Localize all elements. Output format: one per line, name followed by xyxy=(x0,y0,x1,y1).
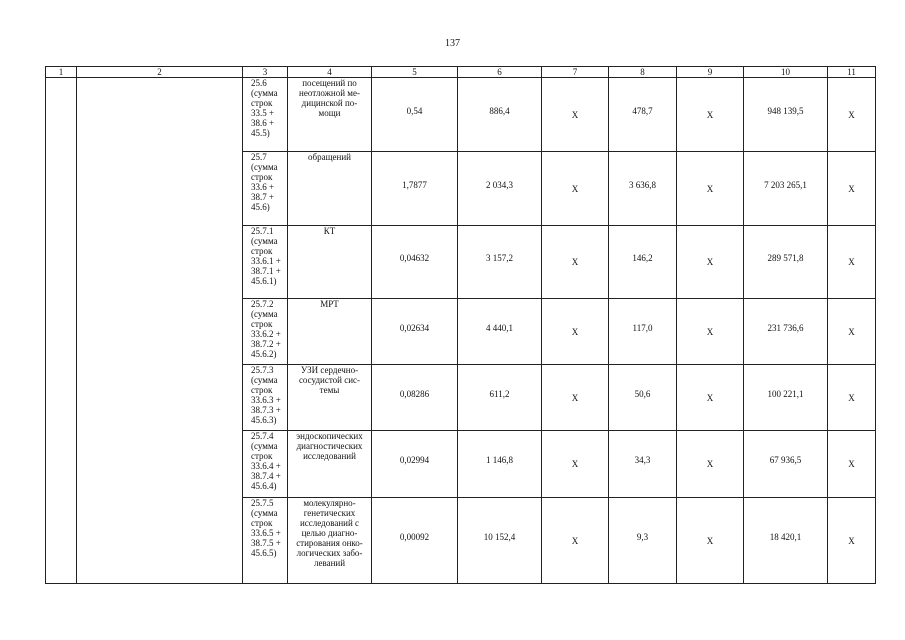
cell-col6: 4 440,1 xyxy=(458,299,542,365)
row-code: 25.7.3 (сумма строк 33.6.3 + 38.7.3 + 45.6.3) xyxy=(243,365,288,431)
cell-col6: 2 034,3 xyxy=(458,152,542,226)
cell-col7: Х xyxy=(542,152,609,226)
cell-col10: 100 221,1 xyxy=(744,365,828,431)
cell-col7: Х xyxy=(542,431,609,498)
cell-col8: 34,3 xyxy=(609,431,677,498)
row-code: 25.7 (сумма строк 33.6 + 38.7 + 45.6) xyxy=(243,152,288,226)
col-header: 4 xyxy=(288,67,372,78)
col-header: 10 xyxy=(744,67,828,78)
cell-col5: 1,7877 xyxy=(372,152,458,226)
row-code: 25.7.2 (сумма строк 33.6.2 + 38.7.2 + 45.6.2) xyxy=(243,299,288,365)
table-row xyxy=(46,78,876,152)
cell-col5: 0,02994 xyxy=(372,431,458,498)
row-name: посещений по неотложной ме- дицинской по- мощи xyxy=(288,78,372,152)
cell-col10: 7 203 265,1 xyxy=(744,152,828,226)
cell-col7: Х xyxy=(542,498,609,584)
col-header: 1 xyxy=(46,67,77,78)
cell-col8: 3 636,8 xyxy=(609,152,677,226)
cell-col1 xyxy=(46,78,77,584)
col-header: 11 xyxy=(828,67,876,78)
cell-col10: 18 420,1 xyxy=(744,498,828,584)
cell-col10: 948 139,5 xyxy=(744,78,828,152)
col-header: 6 xyxy=(458,67,542,78)
cell-col7: Х xyxy=(542,299,609,365)
cell-col10: 67 936,5 xyxy=(744,431,828,498)
cell-col7: Х xyxy=(542,365,609,431)
cell-col11: Х xyxy=(828,431,876,498)
cell-col8: 117,0 xyxy=(609,299,677,365)
cell-col11: Х xyxy=(828,78,876,152)
page-number: 137 xyxy=(445,38,460,49)
cell-col5: 0,02634 xyxy=(372,299,458,365)
cell-col8: 478,7 xyxy=(609,78,677,152)
row-code: 25.7.5 (сумма строк 33.6.5 + 38.7.5 + 45.6.5) xyxy=(243,498,288,584)
row-name: обращений xyxy=(288,152,372,226)
cell-col5: 0,00092 xyxy=(372,498,458,584)
row-code: 25.6 (сумма строк 33.5 + 38.6 + 45.5) xyxy=(243,78,288,152)
cell-col10: 231 736,6 xyxy=(744,299,828,365)
row-name: УЗИ сердечно- сосудистой сис- темы xyxy=(288,365,372,431)
col-header: 8 xyxy=(609,67,677,78)
col-header: 7 xyxy=(542,67,609,78)
cell-col9: Х xyxy=(677,226,744,299)
cell-col7: Х xyxy=(542,78,609,152)
cell-col6: 3 157,2 xyxy=(458,226,542,299)
cell-col9: Х xyxy=(677,152,744,226)
cell-col6: 886,4 xyxy=(458,78,542,152)
cell-col8: 9,3 xyxy=(609,498,677,584)
cell-col9: Х xyxy=(677,299,744,365)
row-code: 25.7.4 (сумма строк 33.6.4 + 38.7.4 + 45.6.4) xyxy=(243,431,288,498)
data-table xyxy=(45,66,876,584)
row-name: КТ xyxy=(288,226,372,299)
cell-col9: Х xyxy=(677,498,744,584)
cell-col5: 0,54 xyxy=(372,78,458,152)
cell-col5: 0,04632 xyxy=(372,226,458,299)
cell-col6: 611,2 xyxy=(458,365,542,431)
cell-col8: 50,6 xyxy=(609,365,677,431)
cell-col11: Х xyxy=(828,152,876,226)
header-row xyxy=(46,67,876,78)
row-name: МРТ xyxy=(288,299,372,365)
cell-col5: 0,08286 xyxy=(372,365,458,431)
cell-col6: 10 152,4 xyxy=(458,498,542,584)
col-header: 2 xyxy=(77,67,243,78)
col-header: 5 xyxy=(372,67,458,78)
col-header: 3 xyxy=(243,67,288,78)
cell-col9: Х xyxy=(677,431,744,498)
cell-col9: Х xyxy=(677,78,744,152)
cell-col2 xyxy=(77,78,243,584)
cell-col9: Х xyxy=(677,365,744,431)
cell-col11: Х xyxy=(828,365,876,431)
cell-col11: Х xyxy=(828,498,876,584)
cell-col10: 289 571,8 xyxy=(744,226,828,299)
row-name: эндоскопических диагностических исследований xyxy=(288,431,372,498)
cell-col6: 1 146,8 xyxy=(458,431,542,498)
col-header: 9 xyxy=(677,67,744,78)
cell-col11: Х xyxy=(828,226,876,299)
cell-col11: Х xyxy=(828,299,876,365)
row-code: 25.7.1 (сумма строк 33.6.1 + 38.7.1 + 45.6.1) xyxy=(243,226,288,299)
cell-col8: 146,2 xyxy=(609,226,677,299)
row-name: молекулярно- генетических исследований с целью диагно- стирования онко- логических забо- леваний xyxy=(288,498,372,584)
cell-col7: Х xyxy=(542,226,609,299)
